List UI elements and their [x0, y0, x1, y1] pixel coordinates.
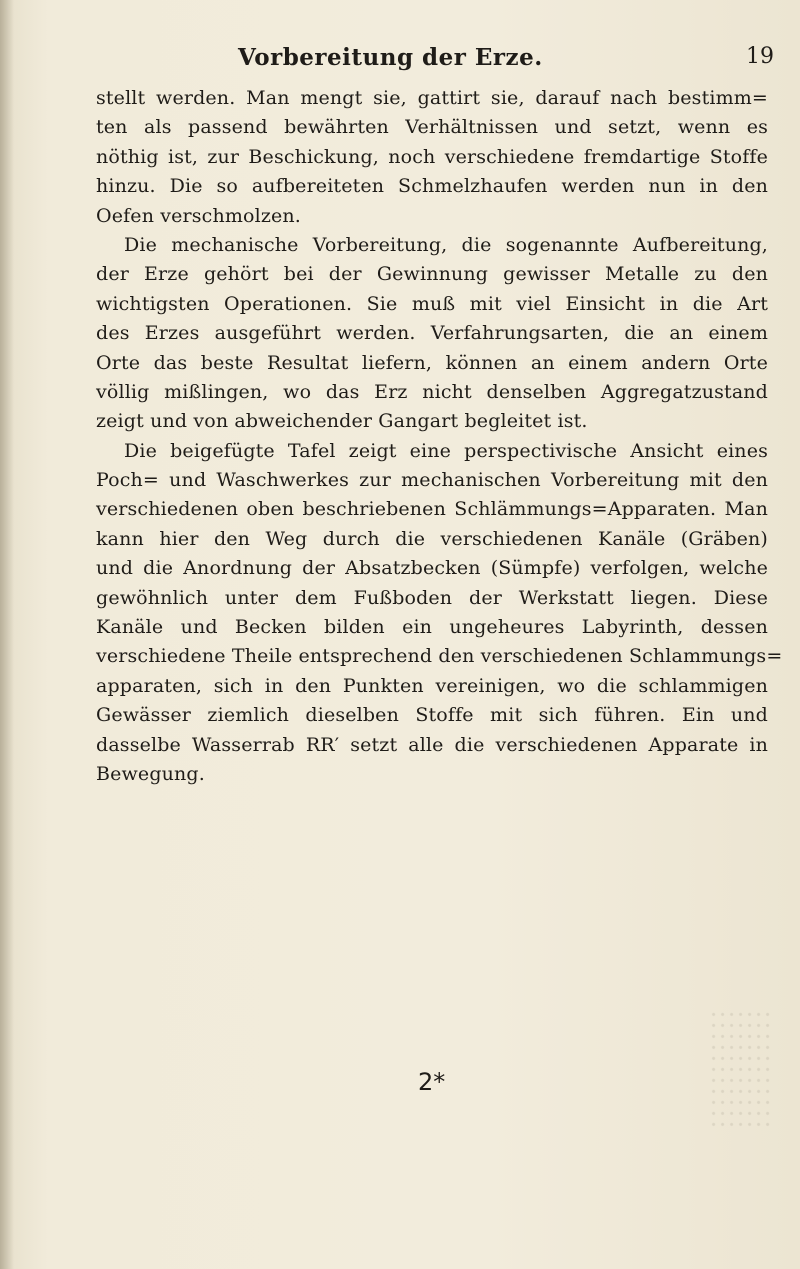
- text-line: apparaten, sich in den Punkten vereinigen, wo die schlammigen: [96, 674, 768, 697]
- spine-shadow: [0, 0, 14, 1269]
- text-line: völlig mißlingen, wo das Erz nicht denselben Aggregatzustand: [96, 380, 768, 403]
- text-line: Oefen verschmolzen.: [96, 204, 301, 227]
- text-line: Orte das beste Resultat liefern, können an einem andern Orte: [96, 351, 768, 374]
- text-line: Kanäle und Becken bilden ein ungeheures Labyrinth, dessen: [96, 616, 768, 639]
- text-line: hinzu. Die so aufbereiteten Schmelzhaufen werden nun in den: [96, 175, 768, 198]
- body-text: [96, 84, 783, 789]
- text-line: Die mechanische Vorbereitung, die sogenannte Aufbereitung,: [124, 233, 768, 256]
- text-line: dasselbe Wasserrab RR′ setzt alle die verschiedenen Apparate in: [96, 733, 768, 756]
- text-line: Bewegung.: [96, 762, 205, 785]
- text-line: der Erze gehört bei der Gewinnung gewisser Metalle zu den: [96, 263, 768, 286]
- text-line: gewöhnlich unter dem Fußboden der Werkstatt liegen. Diese: [96, 586, 768, 609]
- text-line: ten als passend bewährten Verhältnissen und setzt, wenn es: [96, 116, 768, 139]
- text-line: des Erzes ausgeführt werden. Verfahrungsarten, die an einem: [96, 322, 768, 345]
- paper-speckle: [710, 1010, 770, 1130]
- text-line: stellt werden. Man mengt sie, gattirt sie, darauf nach bestimm=: [96, 87, 768, 109]
- page-header: [0, 44, 800, 80]
- text-line: nöthig ist, zur Beschickung, noch verschiedene fremdartige Stoffe: [96, 145, 768, 168]
- text-line: verschiedene Theile entsprechend den verschiedenen Schlammungs=: [96, 645, 783, 668]
- text-line: kann hier den Weg durch die verschiedenen Kanäle (Gräben): [96, 527, 768, 550]
- text-line: Poch= und Waschwerkes zur mechanischen Vorbereitung mit den: [96, 469, 768, 492]
- page-number: 19: [746, 44, 774, 69]
- text-line: Gewässer ziemlich dieselben Stoffe mit sich führen. Ein und: [96, 704, 768, 727]
- text-line: verschiedenen oben beschriebenen Schlämmungs=Apparaten. Man: [96, 498, 768, 521]
- text-line: zeigt und von abweichender Gangart begleitet ist.: [96, 410, 588, 433]
- text-line: Die beigefügte Tafel zeigt eine perspectivische Ansicht eines: [124, 439, 768, 462]
- signature-mark: 2*: [418, 1068, 446, 1096]
- text-line: und die Anordnung der Absatzbecken (Sümpfe) verfolgen, welche: [96, 557, 768, 580]
- text-line: wichtigsten Operationen. Sie muß mit viel Einsicht in die Art: [96, 292, 768, 315]
- running-title: Vorbereitung der Erze.: [238, 44, 543, 71]
